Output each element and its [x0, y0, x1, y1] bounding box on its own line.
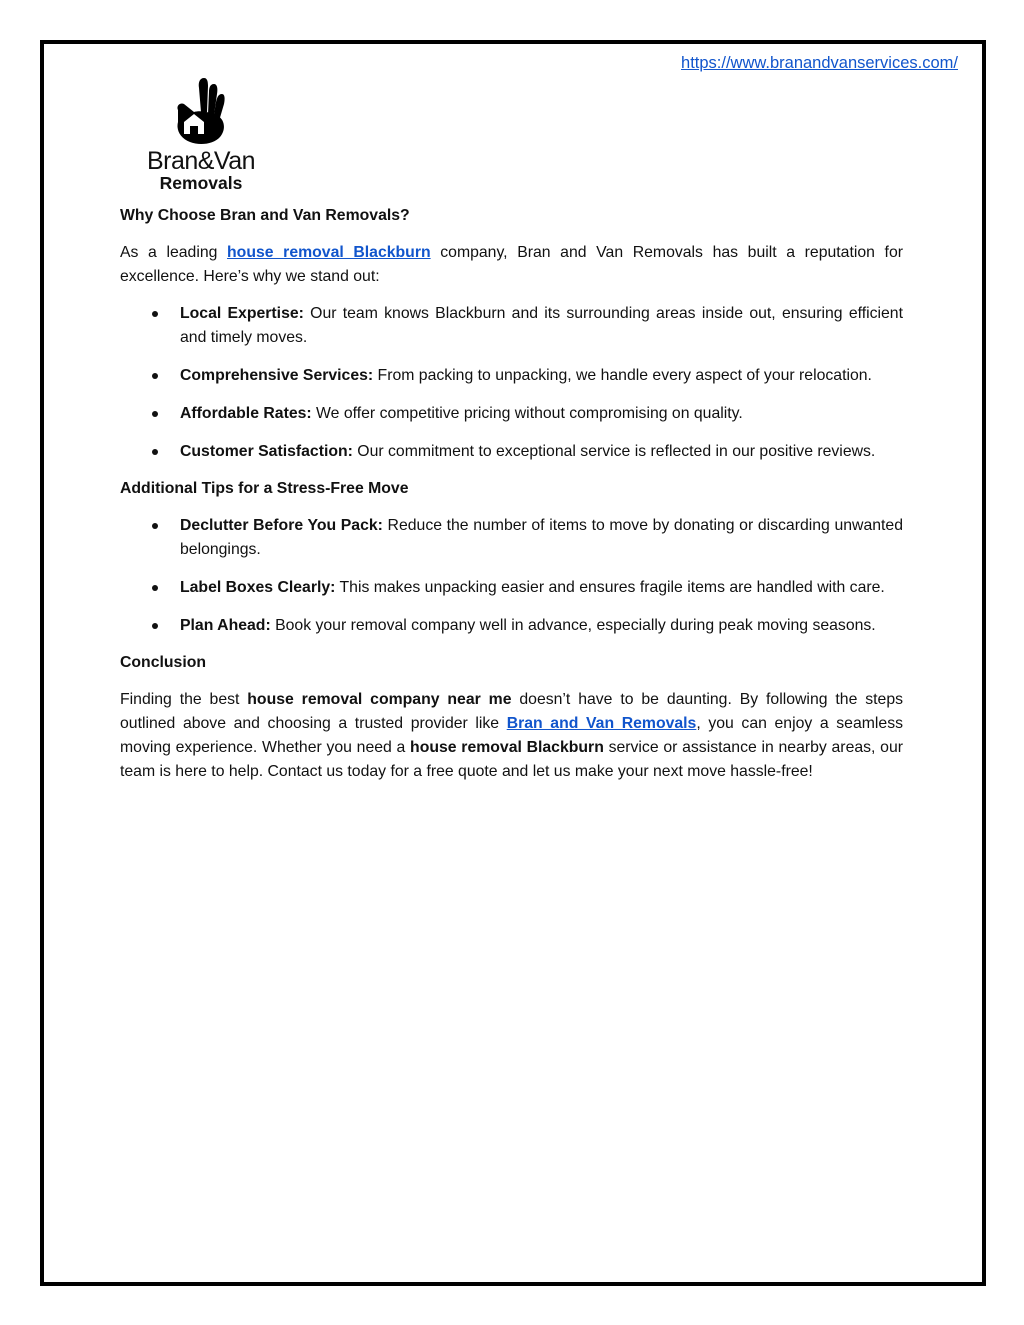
list-item [120, 514, 903, 562]
bullet-icon [152, 311, 158, 317]
bullet-icon [152, 585, 158, 591]
conclusion-paragraph [120, 688, 903, 784]
list-item [120, 302, 903, 350]
intro-text-end: company, Bran and Van Removals has built a reputation for excellence. Here’s why we stand out: [120, 244, 903, 285]
bullet-icon [152, 411, 158, 417]
logo-subtitle: Removals [159, 173, 243, 193]
item-text: Book your removal company well in advance, especially during peak moving seasons. [270, 617, 876, 634]
tips-list [120, 514, 903, 638]
item-text: From packing to unpacking, we handle every aspect of your relocation. [373, 367, 872, 384]
conclusion-bold-text: house removal company near me [247, 691, 512, 708]
document-body [120, 204, 903, 797]
heading-conclusion: Conclusion [120, 654, 207, 671]
bran-and-van-removals-link[interactable]: Bran and Van Removals [506, 715, 697, 732]
conclusion-text: doesn’t have to be daunting. By following the steps outlined above and choosing a trusted provider like [120, 691, 903, 732]
house-removal-blackburn-link[interactable]: house removal Blackburn [227, 244, 431, 261]
heading-additional-tips: Additional Tips for a Stress-Free Move [120, 480, 409, 497]
list-item [120, 402, 903, 426]
list-item [120, 440, 903, 464]
list-item [120, 614, 903, 638]
why-choose-list [120, 302, 903, 464]
company-logo [136, 74, 276, 194]
item-term: Customer Satisfaction: [180, 443, 353, 460]
item-term: Local Expertise: [180, 305, 304, 322]
item-text: We offer competitive pricing without compromising on quality. [311, 405, 743, 422]
item-term: Plan Ahead: [180, 617, 271, 634]
bullet-icon [152, 623, 158, 629]
logo-wordmark: Bran&Van [146, 147, 256, 175]
item-term: Comprehensive Services: [180, 367, 374, 384]
website-url-link[interactable]: https://www.branandvanservices.com/ [681, 54, 958, 72]
ok-hand-house-icon [170, 74, 232, 146]
intro-paragraph [120, 241, 903, 289]
bullet-icon [152, 373, 158, 379]
item-text: This makes unpacking easier and ensures fragile items are handled with care. [335, 579, 885, 596]
conclusion-text: , you can enjoy a seamless moving experience. Whether you need a [120, 715, 903, 756]
conclusion-text: service or assistance in nearby areas, our team is here to help. Contact us today for a free quote and let us make your next move hassle-free! [120, 739, 903, 780]
conclusion-bold-text: house removal Blackburn [410, 739, 604, 756]
item-text: Our team knows Blackburn and its surrounding areas inside out, ensuring efficient and timely moves. [180, 305, 903, 346]
heading-why-choose: Why Choose Bran and Van Removals? [120, 207, 410, 224]
item-text: Reduce the number of items to move by donating or discarding unwanted belongings. [180, 517, 903, 558]
page-frame [40, 40, 986, 1286]
item-text: Our commitment to exceptional service is reflected in our positive reviews. [352, 443, 876, 460]
conclusion-text: Finding the best [120, 691, 248, 708]
bullet-icon [152, 449, 158, 455]
intro-text-start: As a leading [120, 244, 228, 261]
list-item [120, 364, 903, 388]
bullet-icon [152, 523, 158, 529]
list-item [120, 576, 903, 600]
item-term: Declutter Before You Pack: [180, 517, 383, 534]
item-term: Label Boxes Clearly: [180, 579, 336, 596]
item-term: Affordable Rates: [180, 405, 312, 422]
